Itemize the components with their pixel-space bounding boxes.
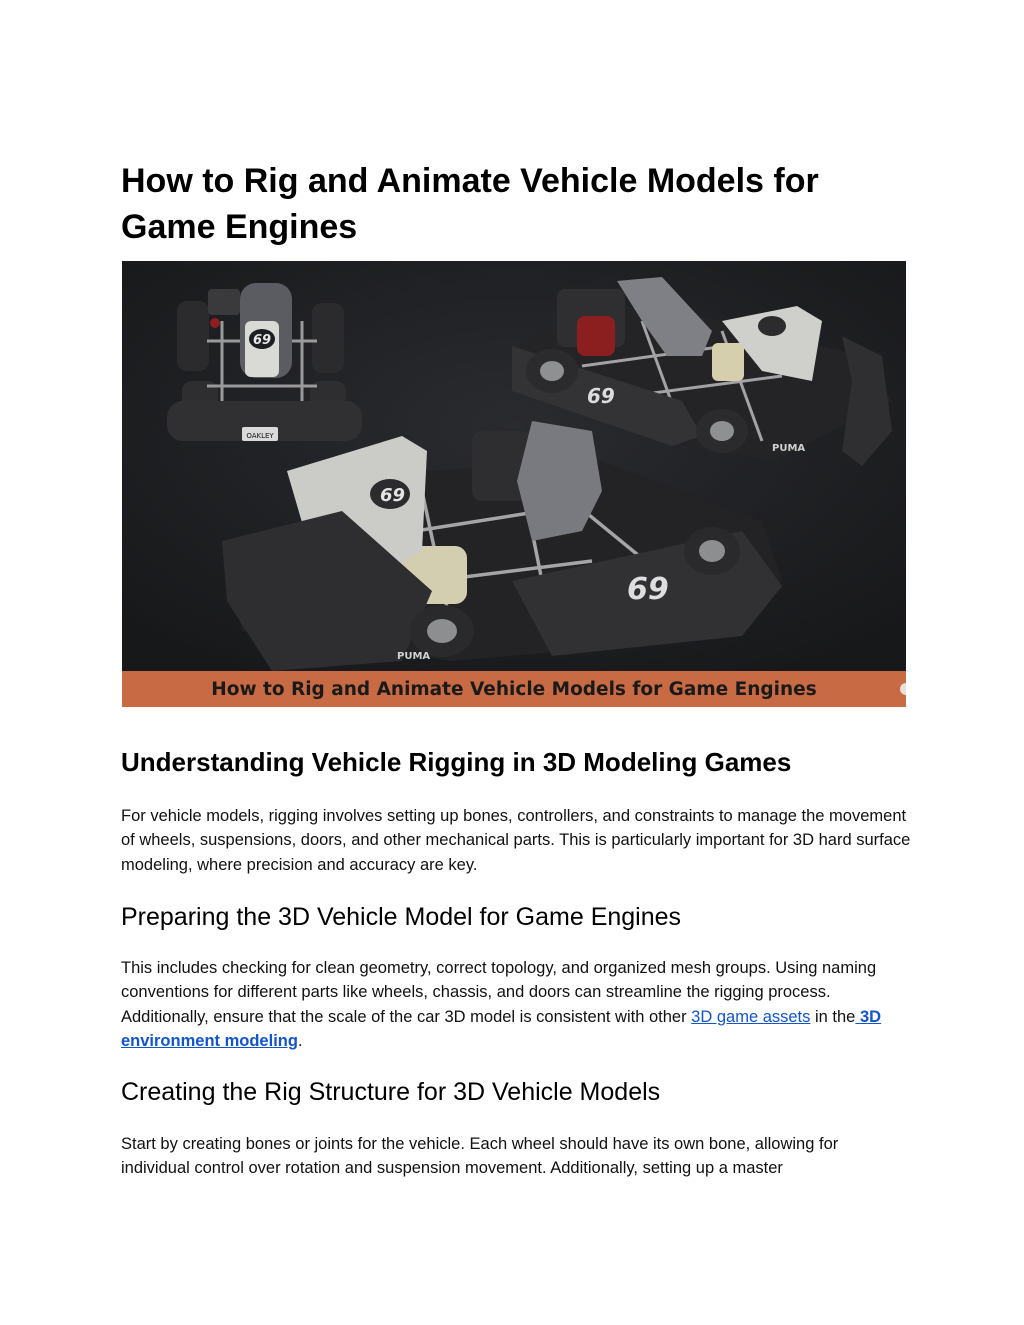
go-kart-illustration [122,261,906,707]
hero-image [122,261,906,707]
preparing-text-end: . [297,1032,303,1051]
main-number-decal-side: 69 [627,572,669,607]
section-heading-preparing: Preparing the 3D Vehicle Model for Game Engines [121,903,682,931]
hero-banner [122,671,906,707]
section-body-preparing [121,956,911,1054]
section-heading-rig-structure: Creating the Rig Structure for 3D Vehicle Models [121,1078,661,1106]
page-title: How to Rig and Animate Vehicle Models for Game Engines [121,162,819,246]
link-3d-environment-modeling[interactable]: 3D environment modeling [121,1007,882,1051]
side-number-decal: 69 [587,384,615,408]
preparing-text-before: This includes checking for clean geometry, correct topology, and organized mesh groups. Using naming conventions for different parts like wheels, chassis, and doors can streamline the rigging process. Additionally, ensure that the scale of the car 3D model is consistent with other [121,959,877,1026]
kart-front-view [167,283,362,441]
kart-number-decal: 69 [252,333,272,348]
hero-banner-text: How to Rig and Animate Vehicle Models for Game Engines [211,678,817,700]
section-body-understanding: For vehicle models, rigging involves setting up bones, controllers, and constraints to manage the movement of wheels, suspensions, doors, and other mechanical parts. This is particularly important for 3D hard surface modeling, where precision and accuracy are key. [121,807,911,874]
link-3d-game-assets[interactable]: 3D game assets [691,1007,811,1026]
oakley-decal: OAKLEY [246,432,274,440]
section-heading-understanding: Understanding Vehicle Rigging in 3D Modeling Games [121,747,792,777]
section-body-rig-structure: Start by creating bones or joints for the vehicle. Each wheel should have its own bone, allowing for individual control over rotation and suspension movement. Additionally, setting up a master [121,1135,839,1178]
main-number-decal-front: 69 [380,485,406,506]
preparing-text-mid: in the [810,1007,856,1026]
puma-decal-front: PUMA [397,651,431,662]
banner-dot [900,683,906,695]
puma-decal-right: PUMA [772,443,806,454]
